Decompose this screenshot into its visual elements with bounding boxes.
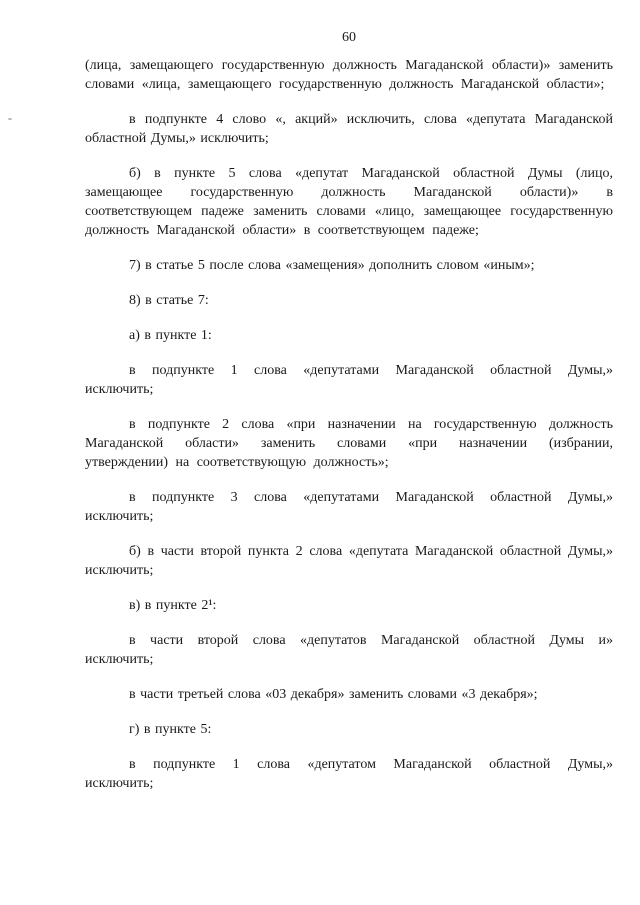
paragraph: в подпункте 1 слова «депутатом Магаданской областной Думы,» исключить; <box>85 757 613 791</box>
page-number: 60 <box>342 30 356 45</box>
paragraph: а) в пункте 1: <box>129 328 212 343</box>
paragraph: б) в части второй пункта 2 слова «депутата Магаданской областной Думы,» исключить; <box>85 544 613 578</box>
paragraph: 8) в статье 7: <box>129 293 209 308</box>
paragraph: г) в пункте 5: <box>129 722 212 737</box>
paragraph: (лица, замещающего государственную должность Магаданской области)» заменить словами «лица, замещающего государственную должность Магаданской области»; <box>85 58 613 92</box>
scan-artifact <box>8 118 12 120</box>
paragraph: в части второй слова «депутатов Магаданской областной Думы и» исключить; <box>85 633 613 667</box>
paragraph: в подпункте 2 слова «при назначении на государственную должность Магаданской области» заменить словами «при назначении (избрании, утверждении) на соответствующую должность»; <box>85 417 613 470</box>
paragraph: в подпункте 3 слова «депутатами Магаданской областной Думы,» исключить; <box>85 490 613 524</box>
paragraph: в подпункте 1 слова «депутатами Магаданской областной Думы,» исключить; <box>85 363 613 397</box>
paragraph: б) в пункте 5 слова «депутат Магаданской областной Думы (лицо, замещающее государственную должность Магаданской области)» в соответствующем падеже заменить словами «лицо, замещающее государственную должность Магаданской области» в соответствующем падеже; <box>85 166 613 238</box>
paragraph: 7) в статье 5 после слова «замещения» дополнить словом «иным»; <box>129 258 535 273</box>
paragraph: в подпункте 4 слово «, акций» исключить, слова «депутата Магаданской областной Думы,» исключить; <box>85 112 613 146</box>
paragraph: в части третьей слова «03 декабря» заменить словами «3 декабря»; <box>129 687 538 702</box>
paragraph: в) в пункте 2¹: <box>129 598 217 613</box>
